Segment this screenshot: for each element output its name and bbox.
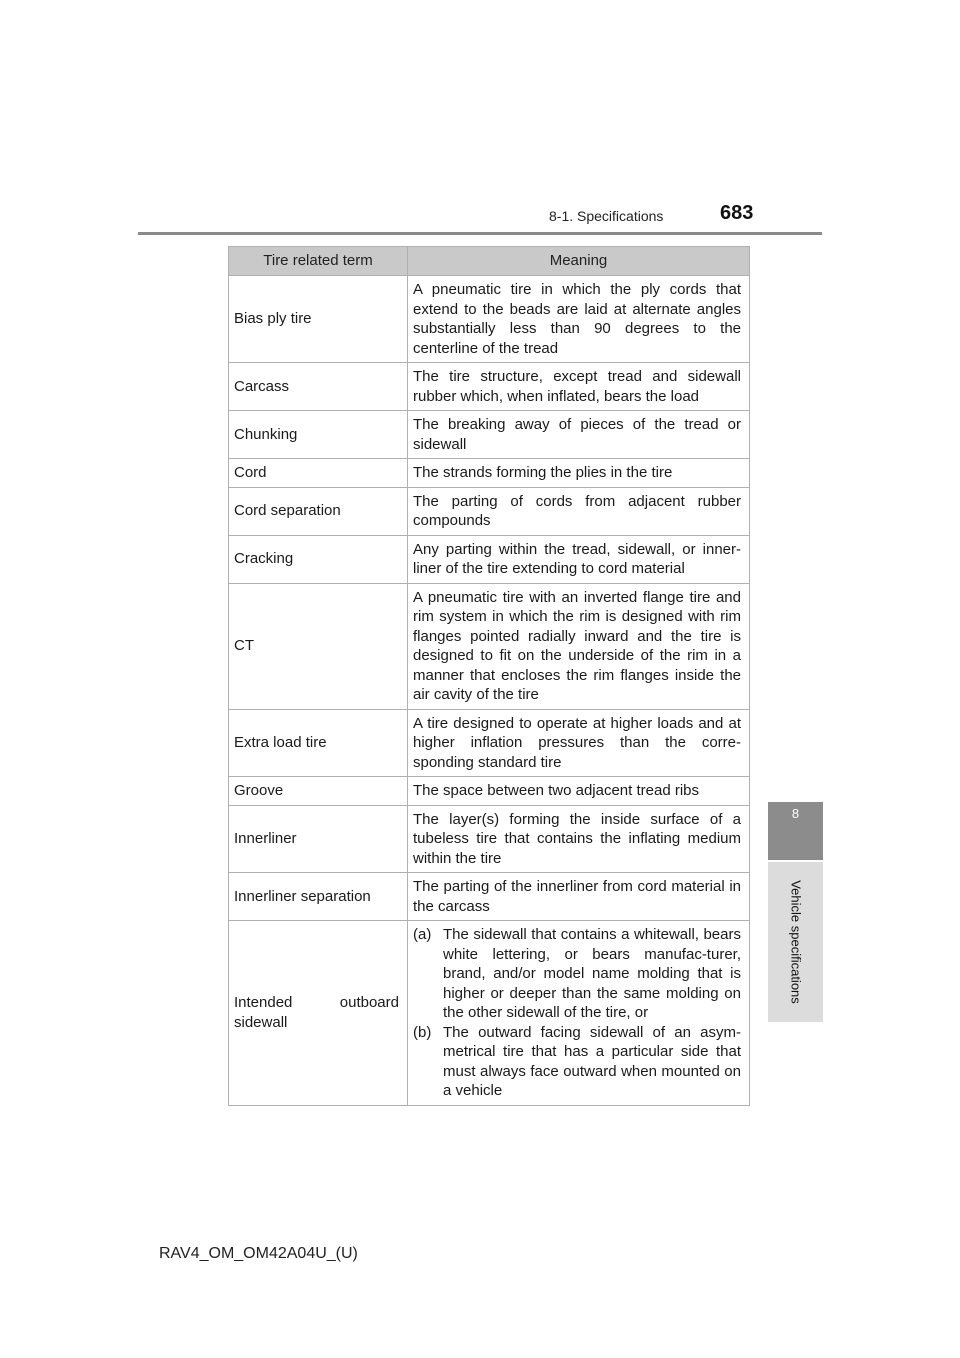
column-header-meaning: Meaning — [408, 247, 750, 276]
list-text: The sidewall that contains a whitewall, bears white lettering, or bears manufac-turer, brand, and/or model name molding that is higher or deeper than the same molding on the other sidewall of the tire, or — [443, 926, 741, 1021]
meaning-cell: The space between two adjacent tread ribs — [408, 777, 750, 806]
table-row — [229, 709, 750, 777]
term-cell: Cracking — [229, 535, 408, 583]
term-cell: CT — [229, 583, 408, 709]
chapter-tab-number: 8 — [768, 802, 823, 860]
page-number: 683 — [720, 202, 754, 224]
meaning-cell: A tire designed to operate at higher loads and at higher inflation pressures than the corre-sponding standard tire — [408, 709, 750, 777]
term-cell: Groove — [229, 777, 408, 806]
meaning-cell: Any parting within the tread, sidewall, or inner-liner of the tire extending to cord material — [408, 535, 750, 583]
term-cell: Intended outboard sidewall — [229, 921, 408, 1106]
meaning-cell: The layer(s) forming the inside surface of a tubeless tire that contains the inflating medium within the tire — [408, 805, 750, 873]
meaning-cell — [408, 921, 750, 1106]
term-cell: Cord — [229, 459, 408, 488]
list-text: The outward facing sidewall of an asym-metrical tire that has a particular side that must always face outward when mounted on a vehicle — [443, 1023, 741, 1099]
table-row — [229, 535, 750, 583]
table-row — [229, 873, 750, 921]
meaning-cell: The strands forming the plies in the tire — [408, 459, 750, 488]
header-rule — [138, 232, 822, 235]
document-id: RAV4_OM_OM42A04U_(U) — [159, 1245, 358, 1262]
table-header-row — [229, 247, 750, 276]
table-row — [229, 805, 750, 873]
term-cell: Extra load tire — [229, 709, 408, 777]
list-marker: (a) — [413, 926, 432, 943]
meaning-cell: The tire structure, except tread and sidewall rubber which, when inflated, bears the load — [408, 363, 750, 411]
table-row — [229, 583, 750, 709]
chapter-tab-title: Vehicle specifications — [788, 880, 803, 1004]
meaning-cell: The parting of the innerliner from cord material in the carcass — [408, 873, 750, 921]
list-item — [413, 1023, 741, 1101]
meaning-cell: A pneumatic tire with an inverted flange tire and rim system in which the rim is designed with rim flanges pointed radially inward and the tire is designed to fit on the underside of the rim in a manner that encloses the rim flanges inside the air cavity of the tire — [408, 583, 750, 709]
table-row — [229, 459, 750, 488]
term-cell: Cord separation — [229, 487, 408, 535]
term-cell: Bias ply tire — [229, 276, 408, 363]
term-cell: Chunking — [229, 411, 408, 459]
column-header-term: Tire related term — [229, 247, 408, 276]
meaning-cell: The parting of cords from adjacent rubber compounds — [408, 487, 750, 535]
table-row — [229, 487, 750, 535]
term-cell: Innerliner separation — [229, 873, 408, 921]
table-row — [229, 411, 750, 459]
chapter-tab-label — [768, 862, 823, 1022]
meaning-cell: The breaking away of pieces of the tread or sidewall — [408, 411, 750, 459]
table-row — [229, 363, 750, 411]
term-cell: Innerliner — [229, 805, 408, 873]
list-item — [413, 925, 741, 1023]
term-cell: Carcass — [229, 363, 408, 411]
tire-terms-table — [228, 246, 750, 1106]
table-row — [229, 921, 750, 1106]
section-title: 8-1. Specifications — [549, 208, 664, 224]
list-marker: (b) — [413, 1023, 432, 1041]
table-row — [229, 276, 750, 363]
table-row — [229, 777, 750, 806]
meaning-cell: A pneumatic tire in which the ply cords that extend to the beads are laid at alternate angles substantially less than 90 degrees to the centerline of the tread — [408, 276, 750, 363]
